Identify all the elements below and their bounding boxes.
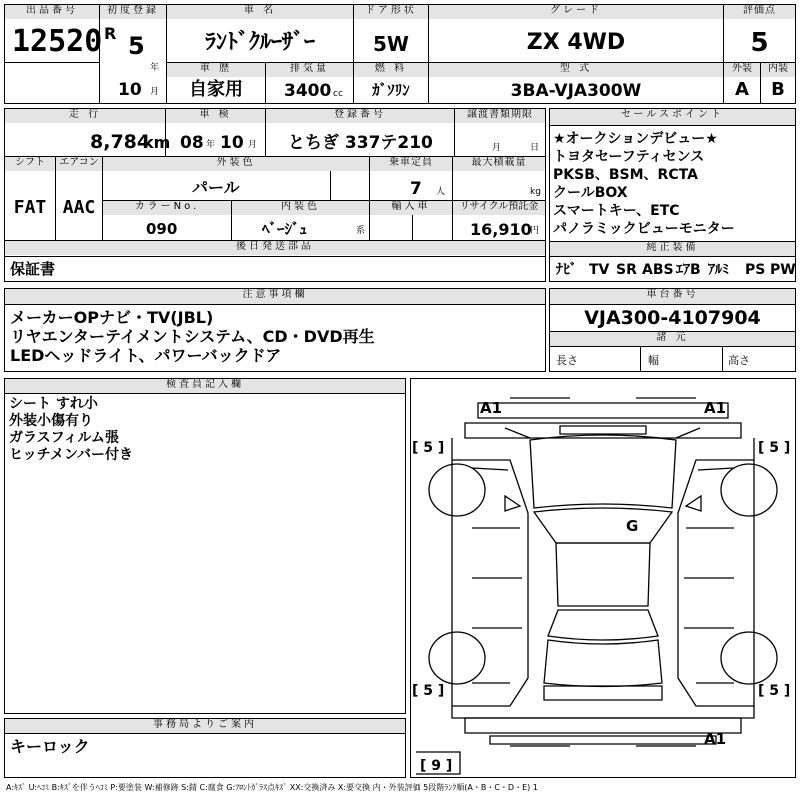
exterior-color-value: パール [192,178,240,197]
height-label: 高さ [728,354,750,367]
sales-point-line: スマートキー、ETC [553,203,680,219]
history-label: 車 歴 [167,63,265,77]
interior-color-value: ﾍﾞｰｼﾞｭ [262,220,308,238]
interior-color-suffix: 系 [356,226,366,236]
model-label: 型 式 [429,63,723,77]
mileage-label: 走 行 [5,109,165,123]
max-load-label: 最大積載量 [453,157,545,171]
lot-number-label: 出品番号 [5,5,99,19]
caution-line: LEDヘッドライト、パワーバックドア [10,346,282,365]
office-label: 事務局よりご案内 [5,719,405,733]
interior-grade: B [771,79,785,100]
max-load-unit: kg [530,187,541,197]
month-unit: 月 [150,87,160,97]
color-no-label: カラーNo. [103,201,231,215]
door-value: 5W [373,32,409,56]
deadline-day-unit: 日 [530,143,540,153]
recycle-value: 16,910 [470,220,532,239]
inspector-line: ヒッチメンバー付き [9,447,134,463]
inspector-line: シート すれ小 [9,396,98,412]
history-value: 自家用 [189,79,243,100]
displacement-value: 3400 [284,81,332,101]
capacity-unit: 人 [436,187,446,197]
capacity-label: 乗車定員 [370,157,452,171]
year-unit: 年 [150,63,160,73]
chassis-number: VJA300-4107904 [584,307,761,329]
inspection-year: 08 [180,133,204,153]
equipment-label: 純正装備 [550,242,795,256]
first-reg-label: 初度登録 [100,5,166,19]
deadline-month-unit: 月 [492,143,502,153]
model-value: 3BA-VJA300W [510,81,642,101]
equipment-item: ｴｱB [676,262,701,278]
car-name-label: 車 名 [167,5,353,19]
grade-value: ZX 4WD [526,30,626,55]
plate-value: とちぎ 337テ210 [288,133,433,153]
shift-value: FAT [13,197,47,218]
caution-line: リヤエンターテイメントシステム、CD・DVD再生 [10,327,375,346]
damage-mark-front-right: A1 [704,399,727,417]
tire-rear-left: [ 5 ] [412,683,445,699]
color-no-value: 090 [146,220,178,238]
equipment-item: ABS [642,262,674,278]
car-diagram [410,378,796,778]
score-label: 評価点 [724,5,795,19]
later-parts-label: 後日発送部品 [5,241,545,255]
inspection-month: 10 [220,133,244,153]
first-reg-year: 5 [128,32,145,60]
damage-mark-rear: A1 [704,730,727,748]
fuel-value: ｶﾞｿﾘﾝ [372,81,410,99]
equipment-item: ｱﾙﾐ [708,262,729,278]
exterior-label: 外装 [724,63,760,77]
ac-value: AAC [62,197,96,218]
inspector-line: 外装小傷有り [9,413,93,429]
mileage-unit: km [143,133,171,152]
sales-points-label: セールスポイント [550,109,795,125]
era-mark: R [104,24,117,43]
lot-number: 12520 [12,24,103,59]
inspection-year-unit: 年 [206,140,216,150]
car-name: ﾗﾝﾄﾞｸﾙｰｻﾞｰ [204,30,315,55]
equipment-item: SR [616,262,637,278]
plate-label: 登録番号 [266,109,454,123]
displacement-label: 排気量 [266,63,353,77]
shift-label: シフト [5,157,55,171]
sales-point-line: クールBOX [553,185,628,201]
inspection-label: 車 検 [166,109,265,123]
legend-text: A:ｷｽﾞ U:ﾍｺﾐ B:ｷｽﾞを伴うﾍｺﾐ P:要塗装 W:補修跡 S:錆 C:腐食 G:ﾌﾛﾝﾄｶﾞﾗｽ点ｷｽﾞ XX:交換済み X:要交換 内・外装評価 5段階ﾗﾝｸ順(A・B・C・D・E) 1 [6,783,538,792]
inspection-month-unit: 月 [248,140,258,150]
import-label: 輸入車 [370,201,452,215]
damage-mark-roof: G [626,517,639,535]
caution-label: 注意事項欄 [5,289,545,304]
equipment-item: TV [589,262,610,278]
exterior-color-label: 外装色 [103,157,369,171]
capacity-value: 7 [410,179,422,199]
equipment-item: PW [770,262,796,278]
width-label: 幅 [648,354,659,367]
tire-front-left: [ 5 ] [412,440,445,456]
ac-label: エアコン [56,157,102,171]
tire-spare: [ 9 ] [420,758,453,774]
fuel-label: 燃 料 [354,63,428,77]
tire-rear-right: [ 5 ] [758,683,791,699]
score-value: 5 [750,28,769,58]
mileage-value: 8,784 [90,131,151,153]
damage-mark-front-left: A1 [480,399,503,417]
deadline-label: 譲渡書類期限 [455,109,545,123]
inspector-line: ガラスフィルム張 [9,430,119,446]
dims-label: 諸 元 [550,332,795,346]
later-parts-value: 保証書 [10,260,56,278]
sales-point-line: パノラミックビューモニター [553,221,735,237]
caution-line: メーカーOPナビ・TV(JBL) [10,308,214,327]
sales-point-line: PKSB、BSM、RCTA [553,167,698,183]
equipment-item: PS [745,262,766,278]
interior-color-label: 内装色 [232,201,369,215]
inspector-label: 検査員記入欄 [5,379,405,393]
grade-label: グレード [429,5,723,19]
sales-point-line: ★オークションデビュー★ [553,131,718,147]
recycle-label: リサイクル預託金 [453,201,545,215]
length-label: 長さ [556,354,578,367]
interior-label: 内装 [761,63,795,77]
door-label: ドア形状 [354,5,428,19]
tire-front-right: [ 5 ] [758,440,791,456]
office-value: キーロック [10,737,90,756]
sales-point-line: トヨタセーフティセンス [553,149,705,165]
exterior-grade: A [735,79,749,100]
displacement-unit: cc [333,89,343,99]
chassis-label: 車台番号 [550,289,795,304]
recycle-unit: 円 [530,226,540,236]
first-reg-month: 10 [118,80,142,100]
equipment-item: ﾅﾋﾞ [556,262,577,278]
